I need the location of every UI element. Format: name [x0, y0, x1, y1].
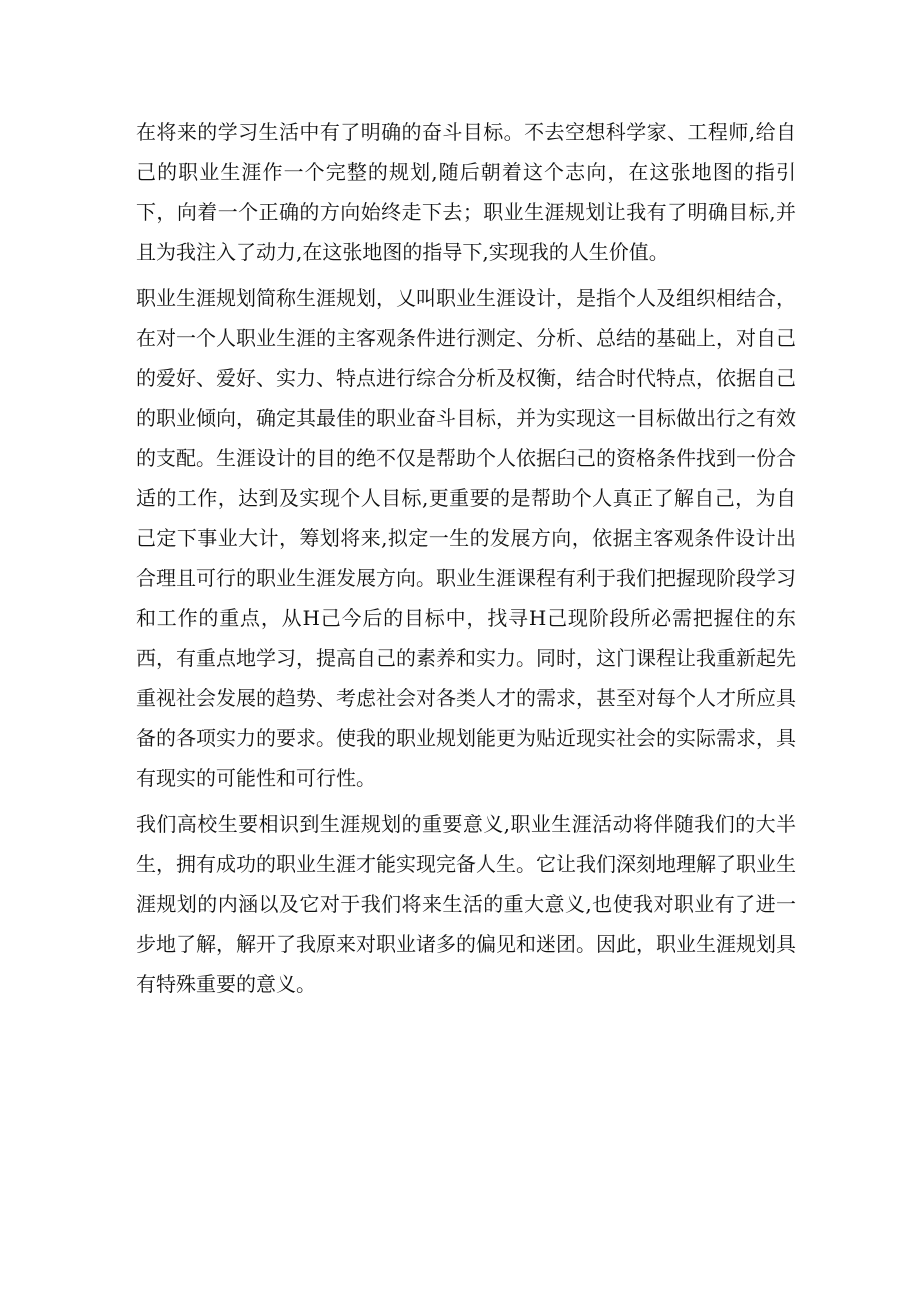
- document-body: [136, 112, 796, 1004]
- paragraph-2: 职业生涯规划简称生涯规划，乂叫职业生涯设计，是指个人及组织相结合，在对一个人职业生涯的主客观条件进行测定、分析、总结的基础上，对自己的爱好、爱好、实力、特点进行综合分析及权衡，结合时代特点，依据自己的职业倾向，确定其最佳的职业奋斗目标，并为实现这一目标做出行之有效的支配。生涯设计的目的绝不仅是帮助个人依据臼己的资格条件找到一份合适的工作，达到及实现个人目标,更重要的是帮助个人真正了解自己，为自己定下事业大计，筹划将来,拟定一生的发展方向，依据主客观条件设计出合理且可行的职业生涯发展方向。职业生涯课程有利于我们把握现阶段学习和工作的重点，从H己今后的目标中，找寻H己现阶段所必需把握住的东西，有重点地学习，提高自己的素养和实力。同时，这门课程让我重新起先重视社会发展的趋势、考虑社会对各类人才的需求，甚至对每个人才所应具备的各项实力的要求。使我的职业规划能更为贴近现实社会的实际需求，具有现实的可能性和可行性。: [136, 286, 796, 790]
- paragraph-3: 我们高校生要相识到生涯规划的重要意义,职业生涯活动将伴随我们的大半生，拥有成功的职业生涯才能实现完备人生。它让我们深刻地理解了职业生涯规划的内涵以及它对于我们将来生活的重大意义,也使我对职业有了进一步地了解，解开了我原来对职业诸多的偏见和迷团。因此，职业生涯规划具有特殊重要的意义。: [136, 812, 796, 996]
- paragraph-1: 在将来的学习生活中有了明确的奋斗目标。不去空想科学家、工程师,给自己的职业生涯作一个完整的规划,随后朝着这个志向，在这张地图的指引下，向着一个正确的方向始终走下去；职业生涯规划让我有了明确目标,并且为我注入了动力,在这张地图的指导下,实现我的人生价值。: [136, 120, 796, 264]
